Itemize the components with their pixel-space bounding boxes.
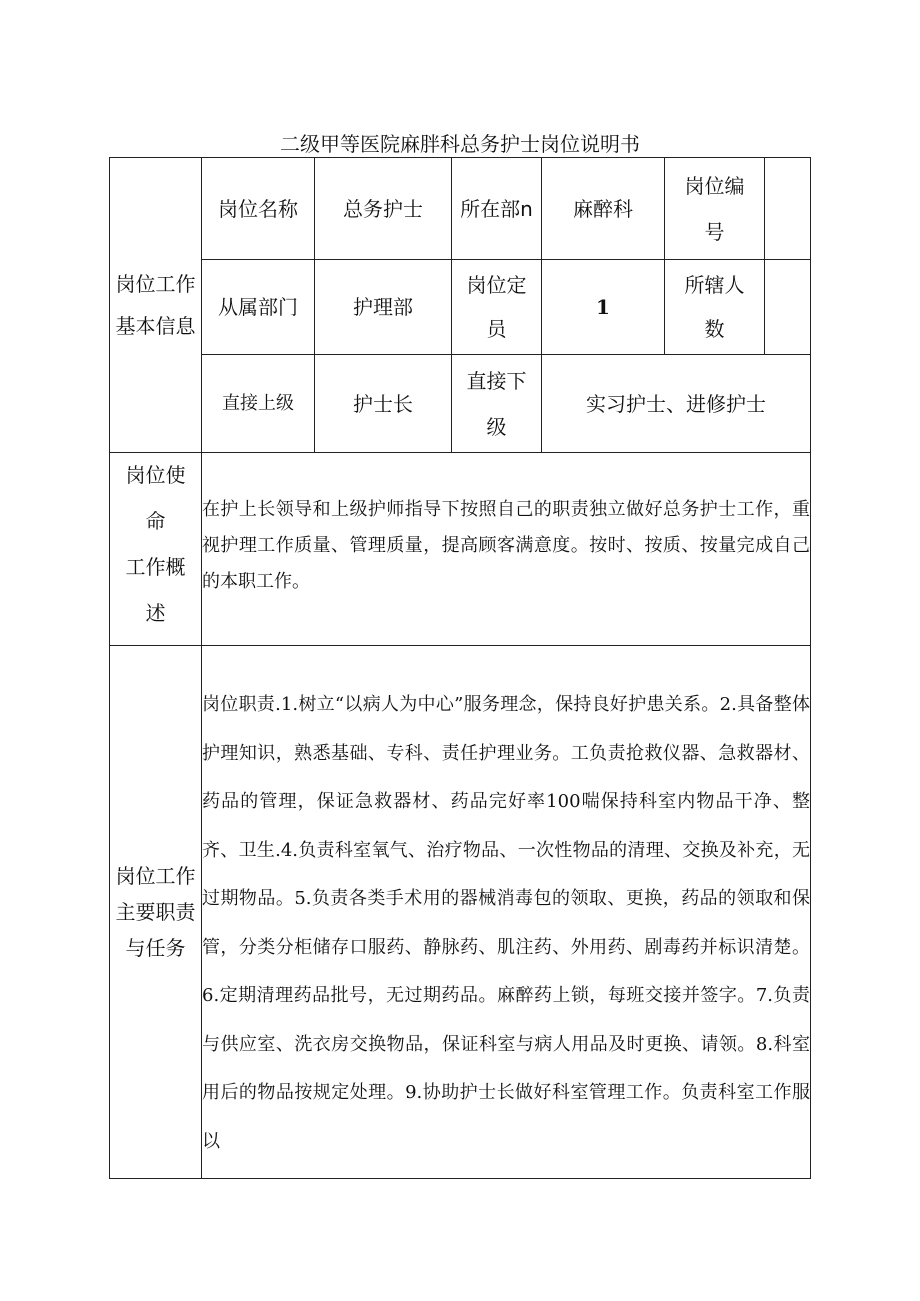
section-duties-label-line2: 主要职责 <box>115 900 196 924</box>
subordinates-label-line2: 数 <box>704 317 725 341</box>
section-duties-label-line1: 岗位工作 <box>115 864 196 888</box>
parent-dept-label: 从属部门 <box>201 259 315 355</box>
section-duties-label <box>109 645 202 1179</box>
direct-sub-label-line2: 级 <box>486 414 507 439</box>
parent-dept-value: 护理部 <box>314 259 452 355</box>
subordinates-value <box>764 259 811 355</box>
position-no-label-line2: 号 <box>704 219 725 244</box>
quota-label <box>451 259 542 355</box>
position-no-value <box>764 157 811 260</box>
direct-sub-value: 实习护士、进修护士 <box>541 354 811 453</box>
section-mission-label-line2: 命 <box>145 509 166 533</box>
section-basic-label-line1: 岗位工作 <box>115 272 196 296</box>
superior-value: 护士长 <box>314 354 452 453</box>
section-mission-label-line3: 工作概 <box>125 555 186 579</box>
quota-value: 1 <box>541 259 665 355</box>
subordinates-label-line1: 所辖人 <box>684 273 745 297</box>
position-no-label-line1: 岗位编 <box>684 173 745 198</box>
quota-label-line1: 岗位定 <box>466 273 527 297</box>
section-basic-label-line2: 基本信息 <box>115 314 196 338</box>
department-value: 麻醉科 <box>541 157 665 260</box>
page-title: 二级甲等医院麻胖科总务护士岗位说明书 <box>280 132 640 156</box>
section-mission-label <box>109 452 202 646</box>
direct-sub-label-line1: 直接下 <box>466 368 527 393</box>
section-basic-label <box>109 157 202 453</box>
position-no-label <box>664 157 765 260</box>
quota-label-line2: 员 <box>486 317 507 341</box>
mission-text: 在护上长领导和上级护师指导下按照自己的职责独立做好总务护士工作，重视护理工作质量、管理质量，提高顾客满意度。按时、按质、按量完成自己的本职工作。 <box>202 499 810 592</box>
section-duties-label-line3: 与任务 <box>125 936 186 960</box>
direct-sub-label <box>451 354 542 453</box>
section-mission-label-line4: 述 <box>145 601 166 625</box>
superior-label: 直接上级 <box>201 354 315 453</box>
position-name-label: 岗位名称 <box>201 157 315 260</box>
department-label: 所在部n <box>451 157 542 260</box>
subordinates-label <box>664 259 765 355</box>
section-mission-label-line1: 岗位使 <box>125 463 186 487</box>
duties-text: 岗位职责.1.树立“以病人为中心”服务理念，保持良好护患关系。2.具备整体护理知识，熟悉基础、专科、责任护理业务。工负责抢救仪器、急救器材、药品的管理，保证急救器材、药品完好率100喘保持科室内物品干净、整齐、卫生.4.负责科室氧气、治疗物品、一次性物品的清理、交换及补充，无过期物品。5.负责各类手术用的器械消毒包的领取、更换，药品的领取和保管，分类分柜储存口服药、静脉药、肌注药、外用药、剧毒药并标识清楚。6.定期清理药品批号，无过期药品。麻醉药上锁，每班交接并签字。7.负责与供应室、洗衣房交换物品，保证科室与病人用品及时更换、请领。8.科室用后的物品按规定处理。9.协助护士长做好科室管理工作。负责科室工作服以 <box>202 694 810 1152</box>
position-name-value: 总务护士 <box>314 157 452 260</box>
